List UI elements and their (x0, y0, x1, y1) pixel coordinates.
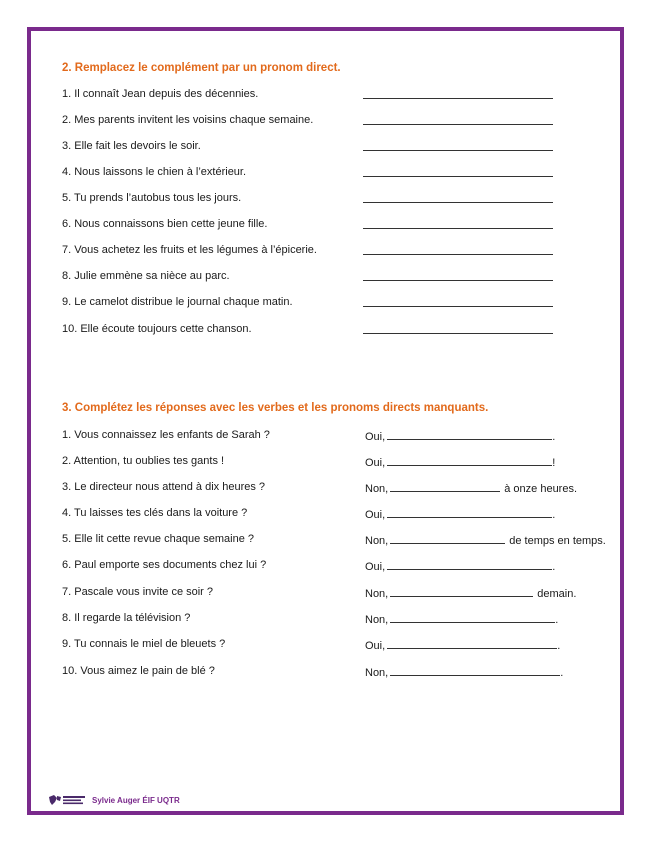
section-2-item: 10. Elle écoute toujours cette chanson. (62, 323, 252, 335)
answer-prefix: Oui, (365, 640, 386, 652)
answer-suffix: ! (552, 457, 556, 469)
answer-row (365, 481, 577, 495)
footer-author: Sylvie Auger ÉIF UQTR (92, 795, 180, 805)
section-3-heading: 3. Complétez les réponses avec les verbes et les pronoms directs manquants. (62, 402, 489, 414)
answer-line[interactable] (363, 98, 553, 99)
section-2-item: 9. Le camelot distribue le journal chaque matin. (62, 296, 293, 308)
answer-row (365, 665, 563, 679)
section-2-item: 4. Nous laissons le chien à l’extérieur. (62, 166, 247, 178)
answer-prefix: Oui, (365, 431, 386, 443)
answer-suffix: . (557, 640, 561, 652)
section-2-item: 3. Elle fait les devoirs le soir. (62, 140, 201, 152)
section-3-question: 2. Attention, tu oublies tes gants ! (62, 455, 225, 467)
answer-suffix: . (555, 614, 559, 626)
answer-line[interactable] (363, 306, 553, 307)
section-2-item: 1. Il connaît Jean depuis des décennies. (62, 88, 259, 100)
answer-prefix: Non, (365, 535, 389, 547)
answer-line[interactable] (387, 429, 552, 440)
answer-prefix: Oui, (365, 509, 386, 521)
answer-line[interactable] (363, 124, 553, 125)
answer-row (365, 586, 576, 600)
answer-line[interactable] (363, 280, 553, 281)
answer-row (365, 533, 606, 547)
section-3-question: 7. Pascale vous invite ce soir ? (62, 586, 214, 598)
answer-line[interactable] (363, 150, 553, 151)
section-3-question: 10. Vous aimez le pain de blé ? (62, 665, 215, 677)
section-2-item: 2. Mes parents invitent les voisins chaque semaine. (62, 114, 314, 126)
section-2-item: 6. Nous connaissons bien cette jeune fille. (62, 218, 268, 230)
answer-line[interactable] (387, 507, 552, 518)
answer-line[interactable] (363, 176, 553, 177)
answer-row (365, 638, 560, 652)
footer (48, 793, 180, 807)
answer-line[interactable] (363, 202, 553, 203)
section-3-question: 9. Tu connais le miel de bleuets ? (62, 638, 226, 650)
section-3-question: 4. Tu laisses tes clés dans la voiture ? (62, 507, 248, 519)
answer-line[interactable] (387, 638, 557, 649)
answer-prefix: Non, (365, 483, 389, 495)
answer-line[interactable] (387, 559, 552, 570)
answer-suffix: . (560, 667, 564, 679)
answer-row (365, 612, 558, 626)
section-3-question: 3. Le directeur nous attend à dix heures ? (62, 481, 266, 493)
section-3-question: 5. Elle lit cette revue chaque semaine ? (62, 533, 255, 545)
section-2-item: 7. Vous achetez les fruits et les légumes à l’épicerie. (62, 244, 317, 256)
answer-suffix: à onze heures. (504, 483, 578, 495)
answer-line[interactable] (363, 333, 553, 334)
answer-row (365, 429, 555, 443)
answer-line[interactable] (363, 254, 553, 255)
answer-line[interactable] (387, 455, 552, 466)
answer-prefix: Oui, (365, 561, 386, 573)
section-3-question: 8. Il regarde la télévision ? (62, 612, 191, 624)
answer-suffix: de temps en temps. (509, 535, 606, 547)
answer-suffix: . (552, 561, 556, 573)
answer-line[interactable] (390, 612, 555, 623)
answer-line[interactable] (390, 586, 533, 597)
answer-prefix: Non, (365, 667, 389, 679)
section-2-heading: 2. Remplacez le complément par un pronom direct. (62, 62, 341, 74)
answer-line[interactable] (390, 665, 560, 676)
answer-prefix: Non, (365, 614, 389, 626)
uqtr-logo-icon (48, 793, 88, 807)
section-3-question: 1. Vous connaissez les enfants de Sarah ? (62, 429, 270, 441)
answer-suffix: . (552, 509, 556, 521)
section-2-item: 5. Tu prends l’autobus tous les jours. (62, 192, 242, 204)
answer-suffix: . (552, 431, 556, 443)
section-2-item: 8. Julie emmène sa nièce au parc. (62, 270, 230, 282)
answer-suffix: demain. (537, 588, 577, 600)
answer-row (365, 559, 555, 573)
answer-row (365, 455, 555, 469)
answer-prefix: Non, (365, 588, 389, 600)
answer-prefix: Oui, (365, 457, 386, 469)
answer-line[interactable] (363, 228, 553, 229)
section-3-question: 6. Paul emporte ses documents chez lui ? (62, 559, 267, 571)
answer-line[interactable] (390, 533, 505, 544)
answer-row (365, 507, 555, 521)
answer-line[interactable] (390, 481, 500, 492)
